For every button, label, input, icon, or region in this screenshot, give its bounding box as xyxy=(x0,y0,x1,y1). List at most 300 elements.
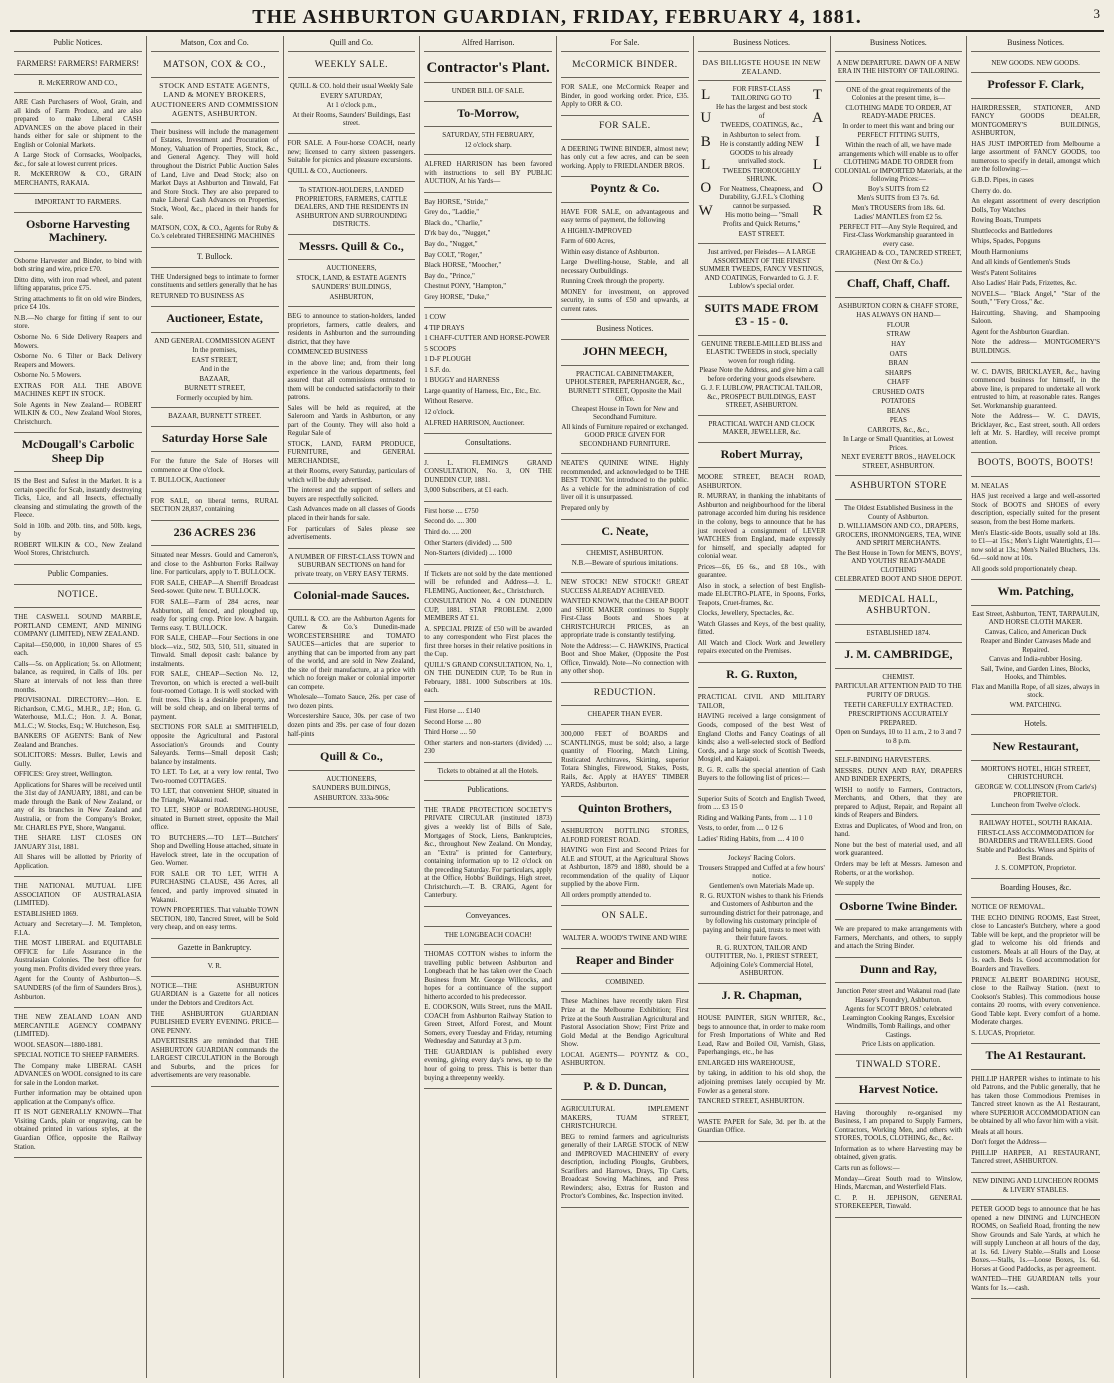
advertisement xyxy=(835,298,963,477)
ad-text: TWEEDS THOROUGHLY SHRUNK. xyxy=(722,166,801,184)
ad-text: CHAFF xyxy=(887,378,910,387)
advertisement xyxy=(288,260,416,307)
ad-text: STRAW xyxy=(886,330,911,339)
column-header: Business Notices. xyxy=(971,36,1100,52)
ad-text: Also in stock, a selection of best English-made ELECTRO-PLATE, in Spoons, Forks, Teapots, Cruet-frames, &c. xyxy=(697,581,826,607)
advertisement xyxy=(14,75,142,94)
advertisement xyxy=(971,898,1100,1044)
ad-text: Men's TROUSERS from 18s. 6d. xyxy=(851,203,946,212)
ad-heading: Robert Murray, xyxy=(720,446,803,461)
ad-text: Luncheon from Twelve o'clock. xyxy=(991,800,1081,809)
column-3 xyxy=(284,36,421,1378)
vertical-letter: T xyxy=(812,87,823,104)
ad-text: Prepared only by xyxy=(561,504,609,512)
ad-text: FOR SALE—Farm of 284 acres, near Ashburton, all fenced, and ploughed up, ready for spring crop. Price low. A bargain. Terms easy. T. BULLOCK. xyxy=(150,598,279,632)
advertisement xyxy=(424,434,552,454)
ad-heading: Publications. xyxy=(467,785,509,795)
advertisement xyxy=(971,453,1100,477)
ad-text: IS the Best and Safest in the Market. It is a certain specific for Scab, instantly destroying Ticks, Lice, and all Insects, effectually cleansing and stimulating the growth of the Fleece. xyxy=(14,477,142,520)
ad-text: HAS JUST IMPORTED from Melbourne a large assortment of FANCY GOODS, too numerous to specify in detail, amongst which are the following:— xyxy=(971,139,1100,174)
ad-text: EVERY SATURDAY, xyxy=(320,91,383,100)
advertisement xyxy=(971,815,1100,878)
advertisement xyxy=(424,155,552,193)
advertisement xyxy=(424,55,552,84)
ad-text: CONSULTATION No. 4 ON DUNEDIN CUP, 1881. STAR PROBLEM. 2,000 MEMBERS AT £1. xyxy=(424,597,552,623)
vertical-letter: O xyxy=(700,180,712,197)
advertisement xyxy=(424,308,552,434)
ad-heading: R. G. Ruxton, xyxy=(726,666,798,681)
ad-text: In order to meet this want and bring our xyxy=(842,121,955,130)
advertisement xyxy=(698,443,826,468)
ad-text: ESTABLISHED 1874. xyxy=(866,628,931,637)
ad-heading: NOTICE. xyxy=(57,589,99,600)
ad-text: Men's Elastic-side Boots, usually sold at 18s. to £1—at 15s.; Men's Light Watertights, £1—now sold at 13s.; Men's Nailed Bluchers, 13s. 6d.—sold now at 10s. xyxy=(971,528,1100,563)
advertisement xyxy=(424,927,552,946)
column-header: Alfred Harrison. xyxy=(424,36,552,52)
advertisement xyxy=(835,82,963,273)
advertisement xyxy=(561,930,689,949)
ad-heading: MEDICAL HALL, ASHBURTON. xyxy=(858,594,939,617)
vertical-letter: U xyxy=(700,110,712,127)
ad-text: WANTED KNOWN, that the CHEAP BOOT and SHOE MAKER continues to Supply First-Class Boots and Shoes at CHRISTCHURCH PRICES, as an appropriate trade is constantly testifying. xyxy=(561,597,689,640)
ad-text: Osborne Harvester and Binder, to bind with both string and wire, price £70. xyxy=(14,256,142,274)
ad-text: A NUMBER OF FIRST-CLASS TOWN and SUBURBAN SECTIONS on hand for private treaty, on VERY EASY TERMS. xyxy=(288,552,415,578)
ad-heading: Gazette in Bankruptcy. xyxy=(177,942,252,952)
advertisement xyxy=(561,974,689,993)
ad-heading: MATSON, COX & CO., xyxy=(163,59,267,70)
ad-text: Chestnut PONY, "Hampton," xyxy=(424,282,507,291)
advertisement xyxy=(14,55,142,75)
ad-text: HAVE FOR SALE, on advantageous and easy terms of payment, the following xyxy=(561,207,689,225)
ad-text: NOTICE OF REMOVAL. xyxy=(971,903,1045,912)
ad-heading: REDUCTION. xyxy=(593,687,656,698)
ad-heading: Colonial-made Sauces. xyxy=(293,588,410,603)
advertisement xyxy=(561,177,689,202)
advertisement xyxy=(835,500,963,590)
column-1 xyxy=(10,36,147,1378)
ad-text: Running Creek through the property. xyxy=(561,277,665,286)
ad-text: HAVING received a large consignment of Goods, composed of the best West of England Cloths and Fancy Coatings of all kinds; also a well-selected stock of Bedford Cords, and a large stock of Scottish Tweeds, Mosgiel, and Kaiapoi. xyxy=(697,712,826,764)
ad-text: Within the reach of all, we have made arrangements which will enable us to offer CLOTHING MADE TO ORDER from COLONIAL or IMPORTED Materials, at the following Prices:— xyxy=(834,141,962,184)
ad-text: WASTE PAPER for Sale, 3d. per lb. at the Guardian Office. xyxy=(697,1117,826,1135)
ad-heading: Public Companies. xyxy=(47,568,109,578)
ad-text: PHILLIP HARPER wishes to intimate to his old Patrons, and the Public generally, that he has taken those Commodious Premises in Tancred street known as the A1 Restaurant, where SUPERIOR ACCOMMODATION can be obtained by all who favor him with a visit. xyxy=(971,1074,1100,1126)
ad-text: Carts run as follows:— xyxy=(834,1164,900,1172)
advertisement xyxy=(971,1200,1100,1299)
advertisement xyxy=(288,549,416,585)
ad-heading: BOOTS, BOOTS, BOOTS! xyxy=(977,458,1094,469)
ad-text: QUILL & CO. hold their usual Weekly Sale xyxy=(289,82,413,91)
vertical-lettering-right xyxy=(810,84,826,239)
advertisement xyxy=(971,73,1100,98)
ad-text: R. G. RUXTON, TAILOR AND OUTFITTER, No. 1, PRIEST STREET, Adjoining Cole's Commercial Hotel, ASHBURTON. xyxy=(705,943,818,978)
advertisement xyxy=(424,102,552,127)
advertisement xyxy=(151,521,279,546)
advertisement xyxy=(971,477,1100,580)
ad-heading: J. R. Chapman, xyxy=(721,987,802,1002)
advertisement xyxy=(835,55,963,82)
ad-text: FOR SALE OR TO LET, WITH A PURCHASING CLAUSE, 436 Acres, all fenced, and partly improved situated in Wakanui. xyxy=(150,869,279,904)
advertisement xyxy=(561,545,689,573)
ad-text: Boy's SUITS from £2 xyxy=(867,184,929,193)
vertical-lettering-left xyxy=(698,84,714,239)
advertisement xyxy=(151,452,279,492)
advertisement xyxy=(14,877,142,1008)
advertisement xyxy=(561,454,689,519)
ad-text: Shuttlecocks and Battledores xyxy=(971,226,1053,235)
advertisement xyxy=(971,606,1100,716)
ad-text: Calls—5s. on Application; 5s. on Allotment; balance, as required, in Calls of 10s. per Share at intervals of not less than three months. xyxy=(14,659,142,694)
advertisement xyxy=(151,307,279,332)
ad-text: SAUNDERS BUILDINGS, xyxy=(312,784,391,793)
ad-text: PRACTICAL CABINETMAKER, UPHOLSTERER, PAPERHANGER, &c., BURNETT STREET, Opposite the Mail Office. xyxy=(565,369,685,404)
advertisement xyxy=(698,416,826,443)
ad-text: The Company make LIBERAL CASH ADVANCES on WOOL consigned to its care for sale in the London market. xyxy=(14,1061,142,1087)
ad-text: ONE of the great requirements of the Colonies at the present time, is— xyxy=(846,85,951,103)
advertisement xyxy=(561,1100,689,1208)
ad-text: TWEEDS, COATINGS, &c., xyxy=(720,121,803,130)
ad-text: Agent for the County of Ashburton—S. SAUNDERS (of the firm of Saunders Bros.), Ashburton. xyxy=(14,975,142,1001)
ad-text: SPECIAL NOTICE TO SHEEP FARMERS. xyxy=(14,1051,139,1060)
advertisement xyxy=(971,1044,1100,1069)
ad-text: SOLICITORS: Messrs. Buller, Lewis and Gully. xyxy=(14,751,142,768)
advertisement xyxy=(14,585,142,609)
advertisement xyxy=(971,879,1100,899)
ad-heading: Quinton Brothers, xyxy=(577,800,672,815)
advertisement xyxy=(151,939,279,959)
ad-text: Information as to where Harvesting may be obtained, given gratis. xyxy=(834,1144,963,1162)
advertisement xyxy=(151,492,279,521)
advertisement xyxy=(835,669,963,751)
ad-text: For Neatness, Cheapness, and Durability, G.J.F.L.'s Clothing cannot be surpassed. xyxy=(719,184,804,210)
ad-text: Note the Address:— C. HAWKINS, Practical Boot and Shoe Maker, (Opposite the Post Office, Tinwald). Note—No connection with any other shop. xyxy=(561,641,689,676)
ad-text: PRACTICAL WATCH AND CLOCK MAKER, JEWELLER, &c. xyxy=(708,419,815,437)
vertical-letter: A xyxy=(812,110,823,127)
advertisement xyxy=(561,949,689,974)
advertisement xyxy=(561,683,689,707)
ad-text: The interest and the support of sellers and buyers are respectfully solicited. xyxy=(287,486,416,503)
ad-text: POTATOES xyxy=(881,397,916,406)
ad-heading: Reaper and Binder xyxy=(575,952,674,967)
advertisement xyxy=(561,116,689,140)
ad-text: QUILL & CO. are the Ashburton Agents for Carew & Co.'s Dunedin-made WORCESTERSHIRE and TOMATO SAUCES—articles that are superior to anything that can be imported from any part of the world, and are sold in New Zealand, the site of their manufacture, at a price with which no foreign maker or colonial importer can compete. xyxy=(287,614,416,691)
ad-text: CHEMIST, ASHBURTON. xyxy=(586,548,664,557)
ad-text: HAIRDRESSER, STATIONER, AND FANCY GOODS DEALER, MONTGOMERY'S BUILDINGS, ASHBURTON, xyxy=(971,103,1100,138)
vertical-letter: L xyxy=(701,156,711,173)
ad-text: Third do. .... 200 xyxy=(424,527,472,536)
ad-text: FLOUR xyxy=(886,320,910,329)
advertisement xyxy=(835,590,963,625)
ad-text: We are prepared to make arrangements with Farmers, Merchants, and others, to supply and attach the String Binder. xyxy=(834,925,963,951)
advertisement xyxy=(151,333,279,409)
vertical-letter: I xyxy=(815,133,820,150)
ad-text: West's Patent Solitaires xyxy=(971,268,1037,277)
ad-text: GEORGE W. COLLINSON (From Carle's) PROPRIETOR. xyxy=(974,782,1097,800)
ad-text: at their Rooms, every Saturday, particulars of which will be duly advertised. xyxy=(287,467,416,484)
advertisement xyxy=(698,336,826,416)
advertisement xyxy=(14,1008,142,1158)
ad-text: Canvas and India-rubber Hosing. xyxy=(989,655,1083,664)
ad-heading: Messrs. Quill & Co., xyxy=(299,238,404,253)
ad-text: For the future the Sale of Horses will commence at One o'clock. xyxy=(150,457,279,474)
ad-text: BEANS xyxy=(886,406,910,415)
ad-text: N.B.—No charge for fitting if sent to our store. xyxy=(14,313,142,331)
advertisement xyxy=(835,895,963,920)
advertisement xyxy=(151,248,279,268)
advertisement xyxy=(288,771,416,809)
advertisement xyxy=(424,945,552,1089)
vertical-letter: W xyxy=(698,203,713,220)
ad-text: We supply the xyxy=(834,879,875,888)
ad-text: If Tickets are not sold by the date mentioned will be refunded and Address—J. L. FLEMING, Auctioneer, &c., Christchurch. xyxy=(424,569,552,595)
ad-text: CRUSHED OATS xyxy=(872,387,925,396)
ad-text: He has the largest and best stock of xyxy=(716,103,808,120)
ad-text: Other Starters (divided) .... 500 xyxy=(424,538,512,547)
ad-text: Agents for SCOTT BROS.' celebrated Leamington Cooking Ranges, Excelsior Windmills, Tomb Railings, and other Castings. xyxy=(842,1005,955,1039)
advertisement xyxy=(835,1078,963,1103)
advertisement xyxy=(971,363,1100,454)
ad-text: COMMENCED BUSINESS xyxy=(287,348,368,357)
advertisement xyxy=(14,433,142,472)
ad-text: Large Dwelling-house, Stable, and all necessary Outbuildings. xyxy=(561,258,689,275)
advertisement xyxy=(151,408,279,427)
ad-text: 1 S.F. do. xyxy=(424,365,451,374)
advertisement xyxy=(561,55,689,79)
ad-text: NEW GOODS. NEW GOODS. xyxy=(991,58,1080,67)
ad-text: G.B.D. Pipes, in cases xyxy=(971,175,1034,184)
advertisement xyxy=(151,427,279,452)
ad-text: A. SPECIAL PRIZE of £50 will be awarded to any correspondent who First places the first three horses in their relative positions in the Cup. xyxy=(424,624,552,659)
ad-heading: Professor F. Clark, xyxy=(987,77,1084,92)
ad-text: Bay COLT, "Roger," xyxy=(424,250,483,259)
ad-text: UNDER BILL OF SALE. xyxy=(451,87,525,96)
vertical-letter: O xyxy=(812,180,823,197)
advertisement xyxy=(424,83,552,102)
advertisement xyxy=(151,268,279,308)
ad-text: ENLARGED HIS WAREHOUSE, xyxy=(697,1058,796,1067)
ad-heading: Contractor's Plant. xyxy=(426,59,550,76)
advertisement xyxy=(835,643,963,668)
ad-text: Reaper and Binder Canvases Made and Repaired. xyxy=(980,637,1091,654)
ad-text: BAZAAR, xyxy=(199,374,230,383)
ad-text: Riding and Walking Pants, from .... 1 1 0 xyxy=(697,813,813,822)
ad-text: FOR SALE, CHEAP—Section No. 12, Trevorton, on which is erected a well-built four-roomed Cottage. It is well stocked with fruit trees. This is a desirable property, and will be sold cheap, and on liberal terms of payment. xyxy=(150,670,279,721)
advertisement xyxy=(698,1009,826,1112)
ad-text: ALFRED HARRISON, Auctioneer. xyxy=(424,418,525,427)
ad-heading: McCORMICK BINDER. xyxy=(572,59,678,70)
advertisement xyxy=(971,580,1100,605)
ad-text: Jockeys' Racing Colors. xyxy=(728,854,796,863)
ad-text: SATURDAY, 5TH FEBRUARY, xyxy=(442,131,534,140)
ad-text: To STATION-HOLDERS, LANDED PROPRIETORS, FARMERS, CATTLE DEALERS, AND THE RESIDENTS IN ASHBURTON AND SURROUNDING DISTRICTS. xyxy=(294,186,409,229)
ad-heading: Chaff, Chaff, Chaff. xyxy=(846,276,950,291)
ad-text: NEXT EVERETT BROS., HAVELOCK STREET, ASHBURTON. xyxy=(841,453,956,470)
ad-text: PRINCE ALBERT BOARDING HOUSE, close to the Railway Station. (next to Cookson's Stables). This commodious house contains 20 rooms, with every convenience. Good Table kept. Every comfort of a home. Moderate charges. xyxy=(971,975,1100,1027)
column-header: Matson, Cox and Co. xyxy=(151,36,279,52)
ad-heading: T. Bullock. xyxy=(196,251,233,261)
ad-text: Orders may be left at Messrs. Jameson and Roberts, or at the workshop. xyxy=(834,860,963,877)
ad-heading: WEEKLY SALE. xyxy=(314,59,389,70)
ad-text: CELEBRATED BOOT AND SHOE DEPOT. xyxy=(834,575,963,584)
ad-text: Grey do., "Laddie," xyxy=(424,208,480,217)
ad-text: Second do. .... 300 xyxy=(424,517,477,526)
ad-text: WISH to notify to Farmers, Contractors, Merchants, and Others, that they are prepared to Adjust, Repair, and Repaint all kinds of Reapers and Binders. xyxy=(834,785,963,820)
ad-text: Osborne No. 6 Side Delivery Reapers and Mowers. xyxy=(14,333,142,350)
ad-text: An elegant assortment of every description Dolls, Toy Watches xyxy=(971,197,1100,214)
ad-text: TEETH CAREFULLY EXTRACTED. xyxy=(843,700,954,709)
column-7 xyxy=(831,36,968,1378)
ad-text: CRAIGHEAD & CO., TANCRED STREET, (Next Orr & Co.) xyxy=(835,249,962,266)
ad-text: CLOTHING MADE TO ORDER, AT READY-MADE PRICES. xyxy=(845,103,952,121)
ad-text: AND GENERAL COMMISSION AGENT xyxy=(154,336,276,345)
ad-text: Worcestershire Sauce, 30s. per case of two dozen pints and 39s. per case of four dozen half-pints xyxy=(287,712,416,738)
ad-text: FIRST-CLASS ACCOMMODATION for BOARDERS and TRAVELLERS. Good Stable and Paddocks. Wines and Spirits of Best Brands. xyxy=(976,828,1095,863)
advertisement xyxy=(424,801,552,907)
ad-heading: Poyntz & Co. xyxy=(590,181,660,196)
advertisement xyxy=(561,140,689,178)
ad-heading: JOHN MEECH, xyxy=(582,344,668,359)
ad-text: R. McKERROW & CO., GRAIN MERCHANTS, RAKAIA. xyxy=(14,170,142,187)
ad-text: T. BULLOCK, Auctioneer xyxy=(150,476,226,485)
advertisement xyxy=(698,790,826,851)
advertisement xyxy=(561,706,689,725)
ad-text: N.B.—Beware of spurious imitations. xyxy=(571,558,678,567)
ad-text: Prices—£6, £6 6s., and £8 10s., with guarantee. xyxy=(697,562,826,580)
ad-text: Just arrived, per Fleisdes— A LARGE ASSORTMENT OF THE FINEST SUMMER TWEEDS, FANCY VESTINGS, AND COATINGS, Forwarded to G. J. F. Lublow's special order. xyxy=(699,248,824,291)
ad-text: LOCAL AGENTS— POYNTZ & CO., ASHBURTON. xyxy=(561,1050,689,1068)
column-header: Business Notices. xyxy=(698,36,826,52)
advertisement xyxy=(288,307,416,548)
column-4 xyxy=(420,36,557,1378)
ad-text: by taking, in addition to his old shop, the adjoining premises lately occupied by Mr. Fowler as a general store. xyxy=(697,1069,826,1095)
advertisement xyxy=(835,751,963,894)
ad-text: THE ASHBURTON GUARDIAN PUBLISHED EVERY EVENING. PRICE—ONE PENNY. xyxy=(150,1009,279,1035)
ad-text: BAZAAR, BURNETT STREET. xyxy=(168,412,262,421)
ad-text: TO BUTCHERS.—TO LET—Butchers' Shop and Dwelling House attached, situate in Havelock street, late in the occupation of Geo. Worner. xyxy=(150,833,279,868)
ad-text: TO LET, that convenient SHOP, situated in the Triangle, Wakanui road. xyxy=(150,787,279,804)
advertisement xyxy=(698,663,826,688)
ad-text: Other starters and non-starters (divided) .... 230 xyxy=(424,738,552,756)
advertisement xyxy=(698,984,826,1009)
ad-text: Clocks, Jewellery, Spectacles, &c. xyxy=(697,609,794,618)
ad-text: Actuary and Secretary—J. M. Templeton, F.I.A. xyxy=(14,920,142,937)
advertisement xyxy=(835,272,963,297)
ad-text: TOWN PROPERTIES. That valuable TOWN SECTION, 180, Tancred Street, will be Sold very cheap, and on easy terms. xyxy=(150,906,279,932)
advertisement xyxy=(698,850,826,983)
advertisement xyxy=(424,565,552,702)
ad-text: PETER GOOD begs to announce that he has opened a new DINING and LUNCHEON ROOMS, on Seafield Road, fronting the new Show Grounds and Sale Yards, at which he will supply Luncheon at all hours of the day, at 1s. 6d. Livery Stable.—Stalls and Loose Boxes.—Stalls, 1s.—Loose Boxes, 1s. 6d. Horses at Good Paddocks, as per agreement. xyxy=(971,1205,1100,1273)
ad-heading: Osborne Harvesting Machinery. xyxy=(26,216,130,245)
ad-text: Without Reserve. xyxy=(424,397,473,406)
ad-text: HOUSE PAINTER, SIGN WRITER, &c., begs to announce that, in order to make room for Fresh Importations of White and Red Lead, Raw and Boiled Oil, Varnish, Glass, Paperhangings, etc., he has xyxy=(697,1014,826,1057)
advertisement xyxy=(424,193,552,308)
advertisement xyxy=(288,584,416,609)
ad-text: Bay do., "Prince," xyxy=(424,271,475,280)
advertisement xyxy=(971,1070,1100,1173)
ad-text: Mouth Harmoniums xyxy=(971,247,1029,256)
ad-heading: New Restaurant, xyxy=(992,739,1079,754)
advertisement xyxy=(561,797,689,822)
masthead xyxy=(0,0,1114,34)
ad-text: 12 o'clock. xyxy=(424,407,455,416)
ad-text: W. C. DAVIS, BRICKLAYER, &c., having commenced business for himself, in the above line, is prepared to undertake all work entrusted to him, at reasonable rates. Ranges Set. Workmanship guaranteed. xyxy=(971,367,1100,410)
column-2 xyxy=(147,36,284,1378)
advertisement xyxy=(288,610,416,745)
advertisement xyxy=(151,958,279,977)
ad-text: EAST STREET. xyxy=(738,229,785,238)
ad-text: IMPORTANT TO FARMERS. xyxy=(34,198,121,207)
ad-text: FOR SALE. A Four-horse COACH, nearly new; licensed to carry sixteen passengers. Suitable for picnics and pleasure excursions. xyxy=(287,138,416,165)
ad-text: String attachments to fit on old wire Binders, price £4 10s. xyxy=(14,294,142,312)
ad-text: 5 SCOOPS xyxy=(424,344,456,353)
ad-text: TO LET. To Let, at a very low rental, Two Two-roomed COTTAGES. xyxy=(150,768,279,785)
ad-text: WANTED—THE GUARDIAN tells your Wants for 1s.—cash. xyxy=(971,1275,1100,1292)
ad-text: IT IS NOT GENERALLY KNOWN—That Visiting Cards, plain or engraving, can be obtained printed in various styles, at the Guardian Office, opposite the Railway Station. xyxy=(14,1108,142,1151)
ad-text: HAVING won First and Second Prizes for ALE and STOUT, at the Agricultural Shows at Ashburton, 1879 and 1880, should be a recommendation of the quality of Liquor supplied by the above Firm. xyxy=(561,846,689,889)
column-8 xyxy=(967,36,1104,1378)
ad-text: 1 CHAFF-CUTTER AND HORSE-POWER xyxy=(424,334,550,343)
ad-text: 12 o'clock sharp. xyxy=(464,140,512,149)
ad-heading: Boarding Houses, &c. xyxy=(1000,882,1072,892)
ad-heading: Harvest Notice. xyxy=(858,1082,939,1097)
advertisement xyxy=(835,1104,963,1218)
ad-text: All Watch and Clock Work and Jewellery repairs executed on the Premises. xyxy=(697,638,826,656)
advertisement xyxy=(288,55,416,79)
ad-text: WALTER A. WOOD'S TWINE AND WIRE xyxy=(562,933,688,942)
advertisement xyxy=(424,454,552,502)
ad-text: Black HORSE, "Moocher," xyxy=(424,261,502,270)
advertisement xyxy=(561,78,689,116)
advertisement xyxy=(14,194,142,213)
advertisement xyxy=(835,958,963,983)
ad-text: Canvas, Calico, and American Duck xyxy=(984,627,1087,636)
ad-text: He is constantly adding NEW GOODS to his already unrivalled stock. xyxy=(719,140,804,166)
ad-text: OATS xyxy=(889,349,908,358)
ad-text: CHEMIST. xyxy=(882,672,915,681)
advertisement xyxy=(835,476,963,500)
advertisement xyxy=(561,366,689,455)
ad-text: SAUNDERS' BUILDINGS, xyxy=(311,283,392,292)
ad-heading: FARMERS! FARMERS! FARMERS! xyxy=(16,58,139,68)
ad-text: At 1 o'clock p.m., xyxy=(326,101,377,110)
advertisement xyxy=(835,625,963,644)
ad-heading: C. Neate, xyxy=(601,523,649,538)
ad-text: Second Horse .... 80 xyxy=(424,717,481,726)
ad-heading: J. M. CAMBRIDGE, xyxy=(844,647,953,662)
ad-text: Vests, to order, from .... 0 12 6 xyxy=(697,824,783,833)
ad-text: QUILL'S GRAND CONSULTATION, No. 1, ON THE DUNEDIN CUP, To be Run in February, 1881. 1000 Subscribers at 10s. each. xyxy=(424,660,552,695)
advertisement xyxy=(424,702,552,763)
ad-text: COMBINED. xyxy=(605,977,645,986)
ad-text: ASHBURTON CORN & CHAFF STORE, xyxy=(838,301,959,310)
ad-text: PERFECT FITTING SUITS, xyxy=(857,131,940,140)
advertisement xyxy=(971,55,1100,74)
ad-text: Within easy distance of Ashburton. xyxy=(561,247,660,256)
advertisement xyxy=(151,546,279,938)
ad-text: THE ECHO DINING ROOMS, East Street, close to Lancaster's Butchery, where a good Table will be kept, and the proprietor will be glad to welcome his old friends and customers. Meals at all Hours of the Day, at 1s. each. Beds 1s. Good accommodation for Boarders and Travellers. xyxy=(971,913,1100,973)
column-header: Public Notices. xyxy=(14,36,142,52)
advertisement xyxy=(288,182,416,235)
ad-text: MOORE STREET, BEACH ROAD, ASHBURTON. xyxy=(697,473,826,490)
ad-text: Having thoroughly re-organised my Business, I am prepared to Supply Farmers, Contractors, Working Men, and others with STORES, TOOLS, CLOTHING, &c., &c. xyxy=(834,1108,963,1143)
ad-text: E. COOKSON, Wills Street, runs the MAIL COACH from Ashburton Railway Station to Green Street, Alford Forest, and Mount Somers, every Tuesday and Friday, returning Wednesday and Saturday at 3 p.m. xyxy=(424,1003,552,1046)
ad-text: 1 COW xyxy=(424,313,446,322)
ad-text: RAILWAY HOTEL, SOUTH RAKAIA. xyxy=(979,819,1093,828)
ad-text: In Large or Small Quantities, at Lowest Prices. xyxy=(842,435,954,452)
ad-text: RETURNED TO BUSINESS AS xyxy=(150,291,245,300)
ad-text: SHARPS xyxy=(885,368,912,377)
ad-text: HAY xyxy=(891,340,906,348)
